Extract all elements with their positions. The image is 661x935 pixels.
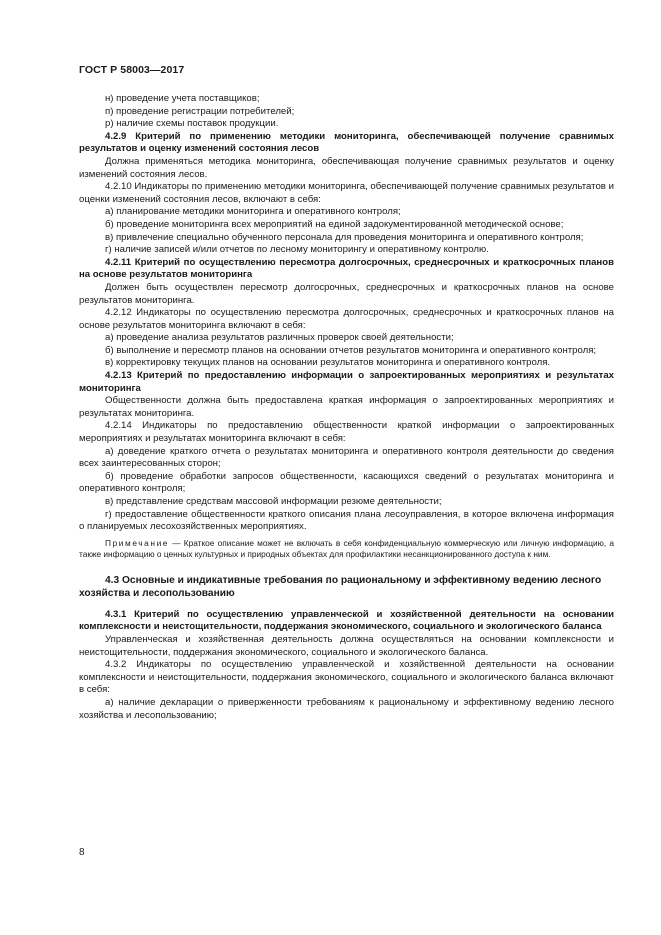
list-item: а) наличие декларации о приверженности требованиям к рациональному и эффективному ведению лесного хозяйства и лесопользованию; (79, 696, 614, 721)
page-number: 8 (79, 847, 85, 858)
note-label: Примечание (105, 537, 170, 548)
list-item: в) привлечение специально обученного персонала для проведения мониторинга и оперативного контроля; (105, 231, 584, 243)
note (79, 538, 614, 560)
paragraph: Управленческая и хозяйственная деятельность должна осуществляться на основании комплексности и неистощительности, поддержания экономического, социального и экологического баланса. (79, 633, 614, 658)
paragraph: 4.2.14 Индикаторы по предоставлению общественности краткой информации о запроектированных мероприятиях и результатах мониторинга включают в себя: (79, 420, 614, 445)
paragraph: 4.2.12 Индикаторы по осуществлению пересмотра долгосрочных, среднесрочных и краткосрочных планов на основе результатов мониторинга включают в себя: (79, 307, 614, 331)
paragraph: Общественности должна быть предоставлена краткая информация о запроектированных мероприятиях и результатах мониторинга. (79, 395, 614, 419)
list-item: б) проведение обработки запросов общественности, касающихся сведений о результатах мониторинга и оперативного контроля; (79, 470, 614, 495)
note-text: — Краткое описание может не включать в себя конфиденциальную коммерческую или личную информацию, а также информацию о ценных культурных и природных объектах для профилактики несанкционированного доступа к ним. (79, 537, 614, 559)
clause-heading-4-3-1: 4.3.1 Критерий по осуществлению управленческой и хозяйственной деятельности на основании комплексности и неистощительности, поддержания экономического, социального и экологического баланса (79, 608, 614, 633)
clause-heading-4-2-13: 4.2.13 Критерий по предоставлению информации о запроектированных мероприятиях и результатах мониторинга (79, 370, 614, 394)
section-heading-4-3: 4.3 Основные и индикативные требования по рациональному и эффективному ведению лесного хозяйства и лесопользованию (79, 574, 602, 599)
paragraph: Должна применяться методика мониторинга, обеспечивающая получение сравнимых результатов и оценку изменений состояния лесов. (79, 155, 614, 180)
paragraph: 4.2.10 Индикаторы по применению методики мониторинга, обеспечивающей получение сравнимых результатов и оценки изменений состояния лесов, включают в себя: (79, 181, 614, 205)
paragraph: Должен быть осуществлен пересмотр долгосрочных, среднесрочных и краткосрочных планов на основе результатов мониторинга. (79, 281, 614, 306)
list-item: г) наличие записей и/или отчетов по лесному мониторингу и оперативному контролю. (105, 244, 489, 256)
list-item: б) выполнение и пересмотр планов на основании отчетов результатов мониторинга и оперативного контроля; (105, 344, 597, 356)
list-item: а) проведение анализа результатов различных проверок своей деятельности; (105, 332, 454, 344)
document-body (79, 93, 614, 722)
list-item: н) проведение учета поставщиков; (105, 93, 260, 104)
list-item: г) предоставление общественности краткого описания плана лесоуправления, в которое включена информация о планируемых лесохозяйственных мероприятиях. (79, 508, 614, 533)
list-item: р) наличие схемы поставок продукции. (105, 118, 279, 130)
list-item: а) планирование методики мониторинга и оперативного контроля; (105, 206, 401, 218)
list-item: а) доведение краткого отчета о результатах мониторинга и оперативного контроля деятельности до сведения всех заинтересованных сторон; (79, 445, 614, 470)
clause-heading-4-2-9: 4.2.9 Критерий по применению методики мониторинга, обеспечивающей получение сравнимых результатов и оценку изменений состояния лесов (79, 130, 614, 155)
paragraph: 4.3.2 Индикаторы по осуществлению управленческой и хозяйственной деятельности на основании комплексности и неистощительности, поддержания экономического, социального и экологического баланса включают в себя: (79, 659, 614, 696)
list-item: п) проведение регистрации потребителей; (105, 105, 295, 117)
document-code-header: ГОСТ Р 58003—2017 (79, 64, 185, 76)
clause-heading-4-2-11: 4.2.11 Критерий по осуществлению пересмотра долгосрочных, среднесрочных и краткосрочных планов на основе результатов мониторинга (79, 256, 614, 281)
list-item: в) представление средствам массовой информации резюме деятельности; (105, 496, 442, 507)
list-item: б) проведение мониторинга всех мероприятий на единой задокументированной методической основе; (105, 218, 564, 230)
list-item: в) корректировку текущих планов на основании результатов мониторинга и оперативного контроля. (105, 357, 551, 369)
